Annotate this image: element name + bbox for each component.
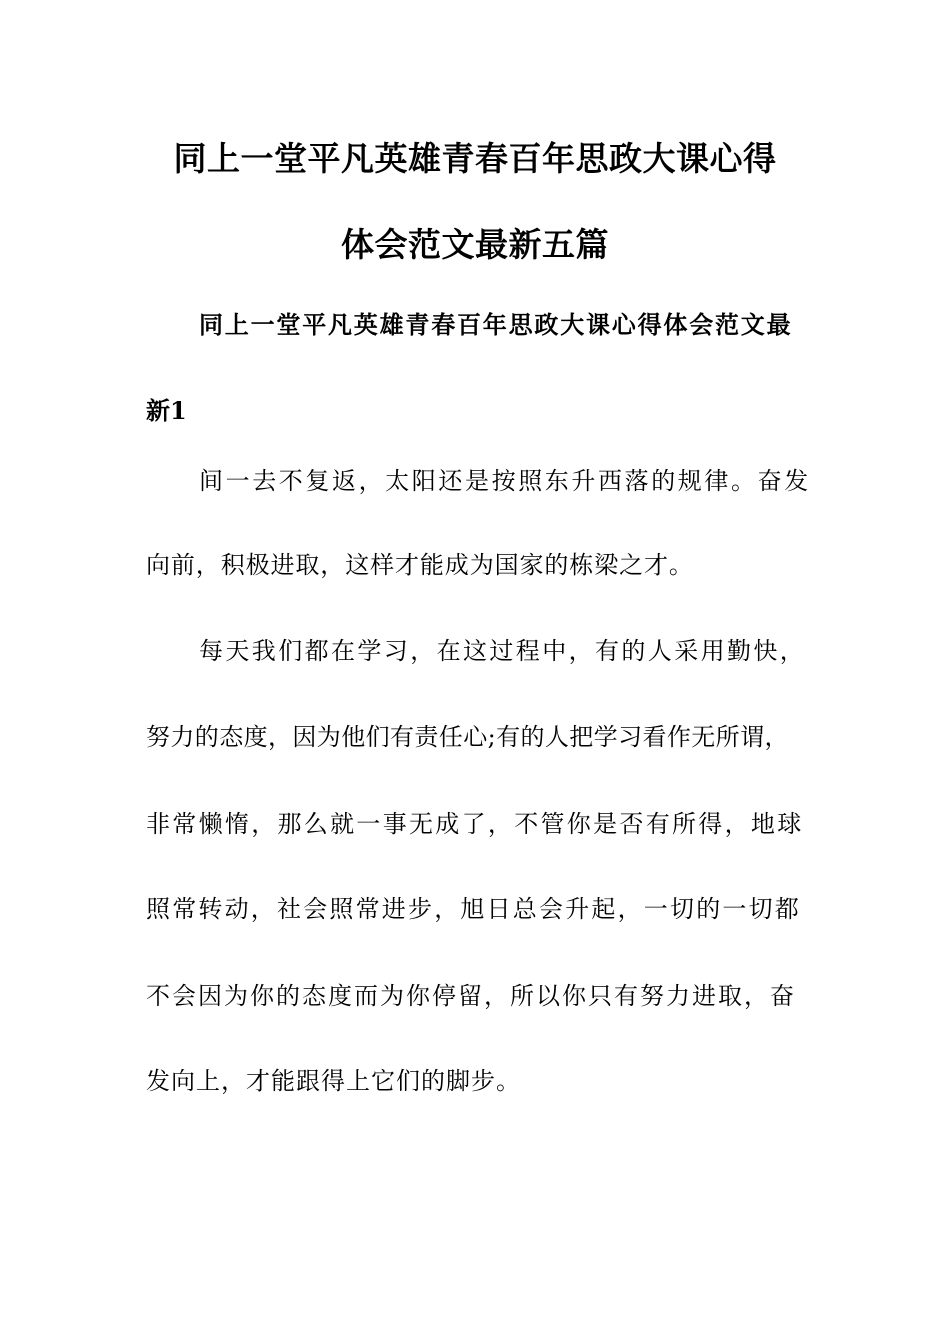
document-title-line-2: 体会范文最新五篇 (341, 225, 609, 264)
paragraph-2-line-4: 照常转动，社会照常进步，旭日总会升起，一切的一切都 (146, 895, 801, 923)
paragraph-1-line-1: 间一去不复返，太阳还是按照东升西落的规律。奋发 (199, 467, 811, 495)
document-title-line-1: 同上一堂平凡英雄青春百年思政大课心得 (173, 139, 777, 178)
paragraph-2-line-1: 每天我们都在学习，在这过程中，有的人采用勤快， (199, 637, 807, 665)
paragraph-2-line-5: 不会因为你的态度而为你停留，所以你只有努力进取，奋 (146, 982, 796, 1010)
paragraph-2-line-3: 非常懒惰，那么就一事无成了，不管你是否有所得，地球 (146, 810, 804, 838)
paragraph-2-line-6: 发向上，才能跟得上它们的脚步。 (146, 1067, 521, 1095)
paragraph-1-line-2: 向前，积极进取，这样才能成为国家的栋梁之才。 (146, 551, 694, 579)
section-heading-line-1: 同上一堂平凡英雄青春百年思政大课心得体会范文最 (199, 310, 793, 339)
paragraph-2-line-2: 努力的态度，因为他们有责任心;有的人把学习看作无所谓， (146, 723, 789, 751)
section-heading-line-2: 新1 (146, 396, 187, 425)
